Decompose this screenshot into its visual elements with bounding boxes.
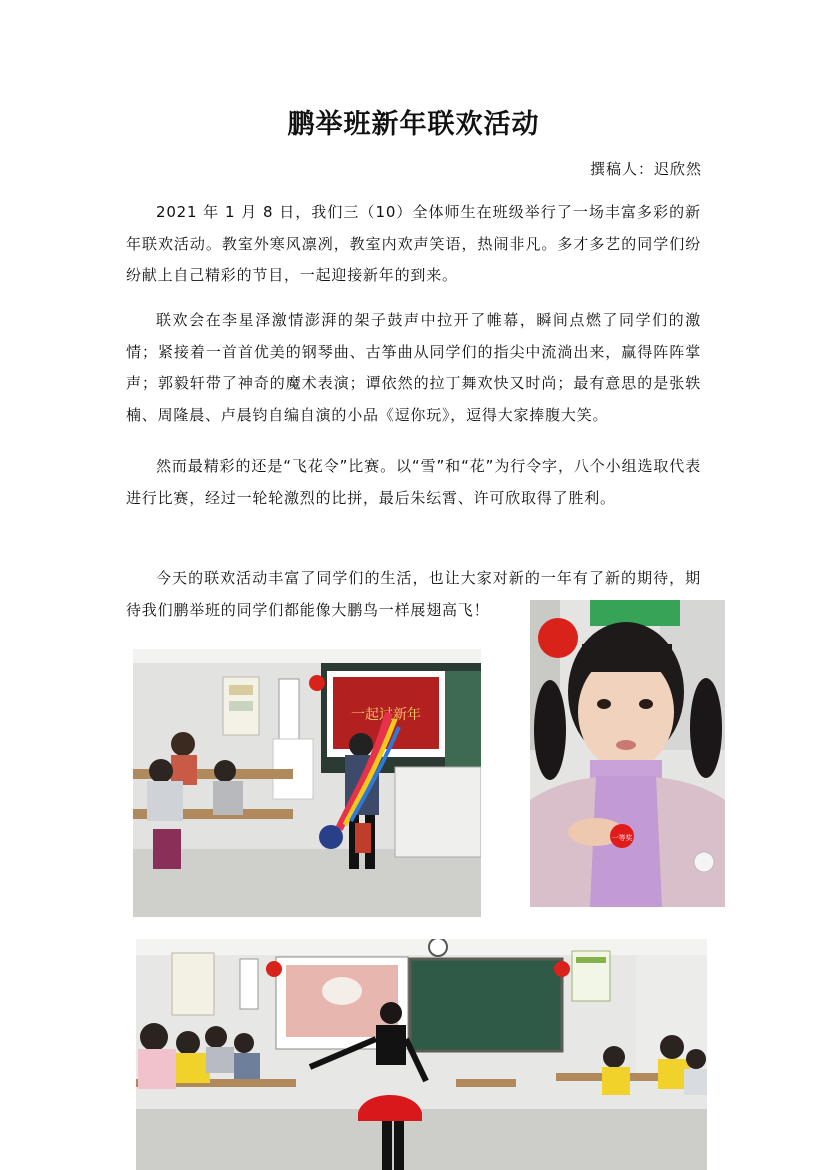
paragraph-1: 2021 年 1 月 8 日，我们三（10）全体师生在班级举行了一场丰富多彩的新年联欢活动。教室外寒风凛冽，教室内欢声笑语，热闹非凡。多才多艺的同学们纷纷献上自己精彩的节目，一起迎接新年的到来。 [126,203,701,284]
sticker-text: 一等奖 [611,834,633,842]
paragraph-4: 今天的联欢活动丰富了同学们的生活，也让大家对新的一年有了新的期待，期待我们鹏举班的同学们都能像大鹏鸟一样展翅高飞！ [126,569,701,619]
paragraph-2: 联欢会在李星泽激情澎湃的架子鼓声中拉开了帷幕，瞬间点燃了同学们的激情；紧接着一首首优美的钢琴曲、古筝曲从同学们的指尖中流淌出来，赢得阵阵掌声；郭毅轩带了神奇的魔术表演；谭依然的拉丁舞欢快又时尚；最有意思的是张轶楠、周隆晨、卢晨钧自编自演的小品《逗你玩》，逗得大家捧腹大笑。 [126,311,701,424]
screen-text: 一起过新年 [351,707,421,723]
photo-magic-show [133,649,481,917]
photo-girl-award [530,600,725,907]
page-title: 鹏举班新年联欢活动 [287,109,540,140]
photo-dance-show [136,939,707,1170]
paragraph-3: 然而最精彩的还是“飞花令”比赛。以“雪”和“花”为行令字，八个小组选取代表进行比赛，经过一轮轮激烈的比拼，最后朱纭霄、许可欣取得了胜利。 [126,457,701,507]
author-line: 撰稿人：迟欣然 [589,160,702,178]
